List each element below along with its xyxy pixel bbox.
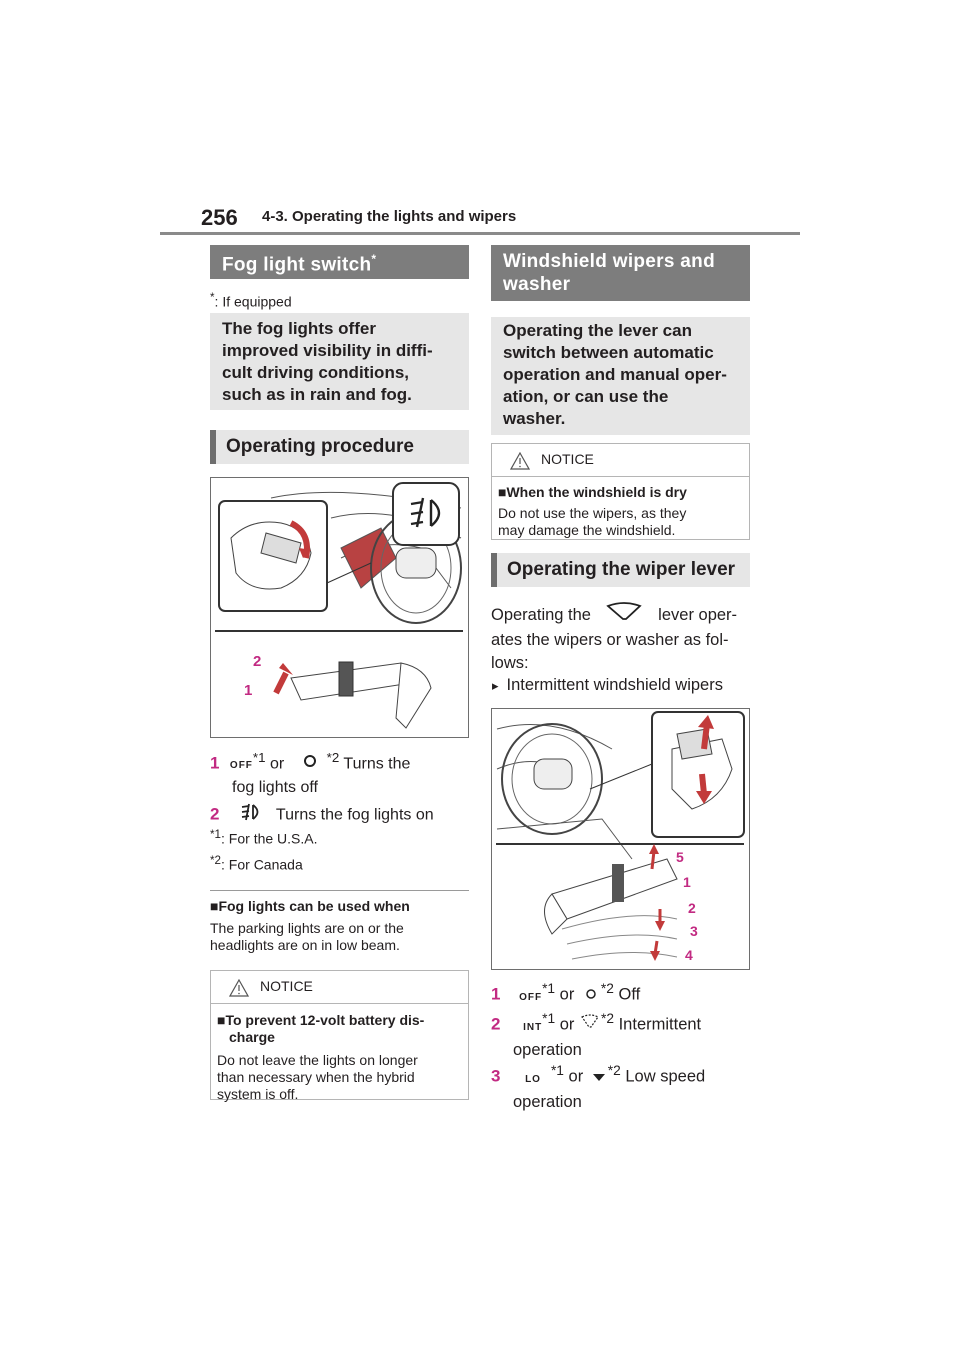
warning-icon	[229, 979, 249, 1002]
figure-label-2: 2	[253, 653, 262, 670]
sup-1: *1	[542, 1011, 556, 1026]
sup-2: *2	[601, 1011, 615, 1026]
figure-label-3: 3	[690, 923, 698, 939]
wipers-section-heading	[491, 245, 750, 301]
footnote-canada	[210, 852, 303, 874]
wiper-icon	[606, 602, 642, 629]
intermittent-wiper-icon	[581, 1014, 599, 1036]
intro-line: operation and manual oper-	[503, 365, 727, 384]
wiper-item-3	[491, 1060, 761, 1113]
item-number: 2	[210, 804, 220, 824]
notice-title-line: charge	[229, 1029, 275, 1045]
dry-windshield-notice-box	[491, 443, 750, 540]
desc-text: lows:	[491, 654, 529, 672]
fog-light-switch-illustration	[210, 477, 469, 738]
intro-line: washer.	[503, 409, 566, 428]
body-line: headlights are on in low beam.	[210, 937, 400, 953]
wiper-lever-heading	[491, 553, 750, 587]
item-text: Low speed	[620, 1067, 706, 1086]
if-equipped-text: : If equipped	[214, 293, 292, 310]
header-divider	[160, 232, 800, 235]
wipers-intro-box	[491, 317, 750, 435]
header-section-title: 4-3. Operating the lights and wipers	[262, 208, 517, 225]
wiper-item-1	[491, 978, 761, 1009]
item-text-cont: operation	[513, 1040, 582, 1059]
notice-line: system is off.	[217, 1086, 299, 1102]
fog-item-1	[210, 747, 480, 799]
figure-label-1: 1	[244, 682, 253, 699]
if-equipped-note	[210, 289, 292, 311]
bullet-text: Intermittent windshield wipers	[506, 676, 723, 694]
intro-line: cult driving conditions,	[222, 363, 409, 382]
sup-2: *2	[600, 981, 614, 996]
notice-body	[492, 501, 749, 539]
notice-label: NOTICE	[260, 978, 313, 994]
notice-title-line: ■To prevent 12-volt battery dis-	[217, 1012, 425, 1028]
notice-label: NOTICE	[541, 451, 594, 467]
or-text: or	[555, 985, 579, 1004]
item-number: 1	[210, 753, 220, 773]
sup-1: *1	[252, 750, 266, 765]
down-triangle-icon	[592, 1066, 606, 1088]
wipers-heading-line: washer	[503, 274, 571, 295]
off-circle-icon	[585, 984, 597, 1006]
off-icon: OFF	[229, 760, 253, 772]
desc-text: lever oper-	[658, 605, 738, 624]
footnote-mark: *2	[210, 854, 222, 867]
sup-1: *1	[542, 981, 556, 996]
body-line: The parking lights are on or the	[210, 920, 404, 936]
fog-when-body	[210, 920, 404, 954]
wiper-description	[491, 602, 756, 675]
item-text: Turns the	[339, 755, 411, 773]
desc-text: Operating the	[491, 605, 591, 624]
desc-text: ates the wipers or washer as fol-	[491, 631, 729, 649]
warning-icon	[510, 452, 530, 475]
bullet-intermittent	[492, 674, 723, 697]
footnote-usa	[210, 826, 318, 848]
fog-off-icon	[303, 753, 317, 775]
intro-line: such as in rain and fog.	[222, 385, 412, 404]
if-equipped-mark: *	[210, 291, 215, 304]
notice-title: ■When the windshield is dry	[498, 484, 687, 500]
footnote-mark: *1	[210, 828, 222, 841]
item-text: Turns the fog lights on	[275, 806, 434, 824]
figure-label-1: 1	[683, 874, 691, 890]
item-text-cont: operation	[513, 1092, 582, 1111]
or-text: or	[265, 755, 289, 773]
operating-procedure-heading	[210, 430, 469, 464]
fog-when-title: ■Fog lights can be used when	[210, 898, 410, 914]
sup-1: *1	[550, 1063, 564, 1078]
wiper-lever-text: Operating the wiper lever	[507, 559, 736, 580]
wiper-drawing	[492, 709, 749, 969]
fog-light-heading-mark: *	[371, 252, 377, 266]
divider	[210, 890, 469, 891]
wiper-item-2	[491, 1008, 761, 1061]
item-number: 3	[491, 1066, 501, 1086]
figure-label-2: 2	[688, 900, 696, 916]
notice-line: than necessary when the hybrid	[217, 1069, 415, 1085]
bullet-arrow-icon: ▸	[492, 678, 499, 693]
footnote-text: : For Canada	[221, 856, 303, 873]
wiper-lever-illustration	[491, 708, 750, 970]
intro-line: improved visibility in diffi-	[222, 341, 433, 360]
item-text: Intermittent	[614, 1015, 702, 1034]
sup-2: *2	[326, 750, 340, 765]
notice-header	[492, 444, 749, 477]
item-text-cont: fog lights off	[232, 779, 318, 797]
page-number: 256	[201, 205, 238, 230]
int-icon: INT	[523, 1021, 543, 1033]
fog-light-section-heading	[210, 245, 469, 279]
footnote-text: : For the U.S.A.	[221, 830, 318, 847]
or-text: or	[555, 1015, 580, 1034]
notice-title	[211, 1004, 468, 1046]
wipers-heading-line: Windshield wipers and	[503, 251, 715, 272]
intro-line: The fog lights offer	[222, 319, 376, 338]
sup-2: *2	[607, 1063, 621, 1078]
notice-header	[211, 971, 468, 1004]
notice-line: Do not use the wipers, as they	[498, 505, 687, 521]
notice-body	[211, 1046, 468, 1103]
figure-label-4: 4	[685, 947, 693, 963]
item-number: 2	[491, 1014, 501, 1034]
intro-line: ation, or can use the	[503, 387, 669, 406]
or-text: or	[563, 1067, 588, 1086]
intro-line: Operating the lever can	[503, 321, 692, 340]
intro-line: switch between automatic	[503, 343, 714, 362]
notice-line: may damage the windshield.	[498, 522, 676, 538]
notice-line: Do not leave the lights on longer	[217, 1052, 418, 1068]
figure-label-5: 5	[676, 849, 684, 865]
fog-light-heading-text: Fog light switch	[222, 254, 372, 276]
item-number: 1	[491, 984, 501, 1004]
fog-light-intro-box	[210, 313, 469, 410]
lo-icon: LO	[525, 1073, 541, 1085]
operating-procedure-text: Operating procedure	[226, 436, 414, 457]
battery-notice-box	[210, 970, 469, 1100]
item-text: Off	[613, 985, 641, 1004]
off-icon: OFF	[519, 991, 543, 1003]
